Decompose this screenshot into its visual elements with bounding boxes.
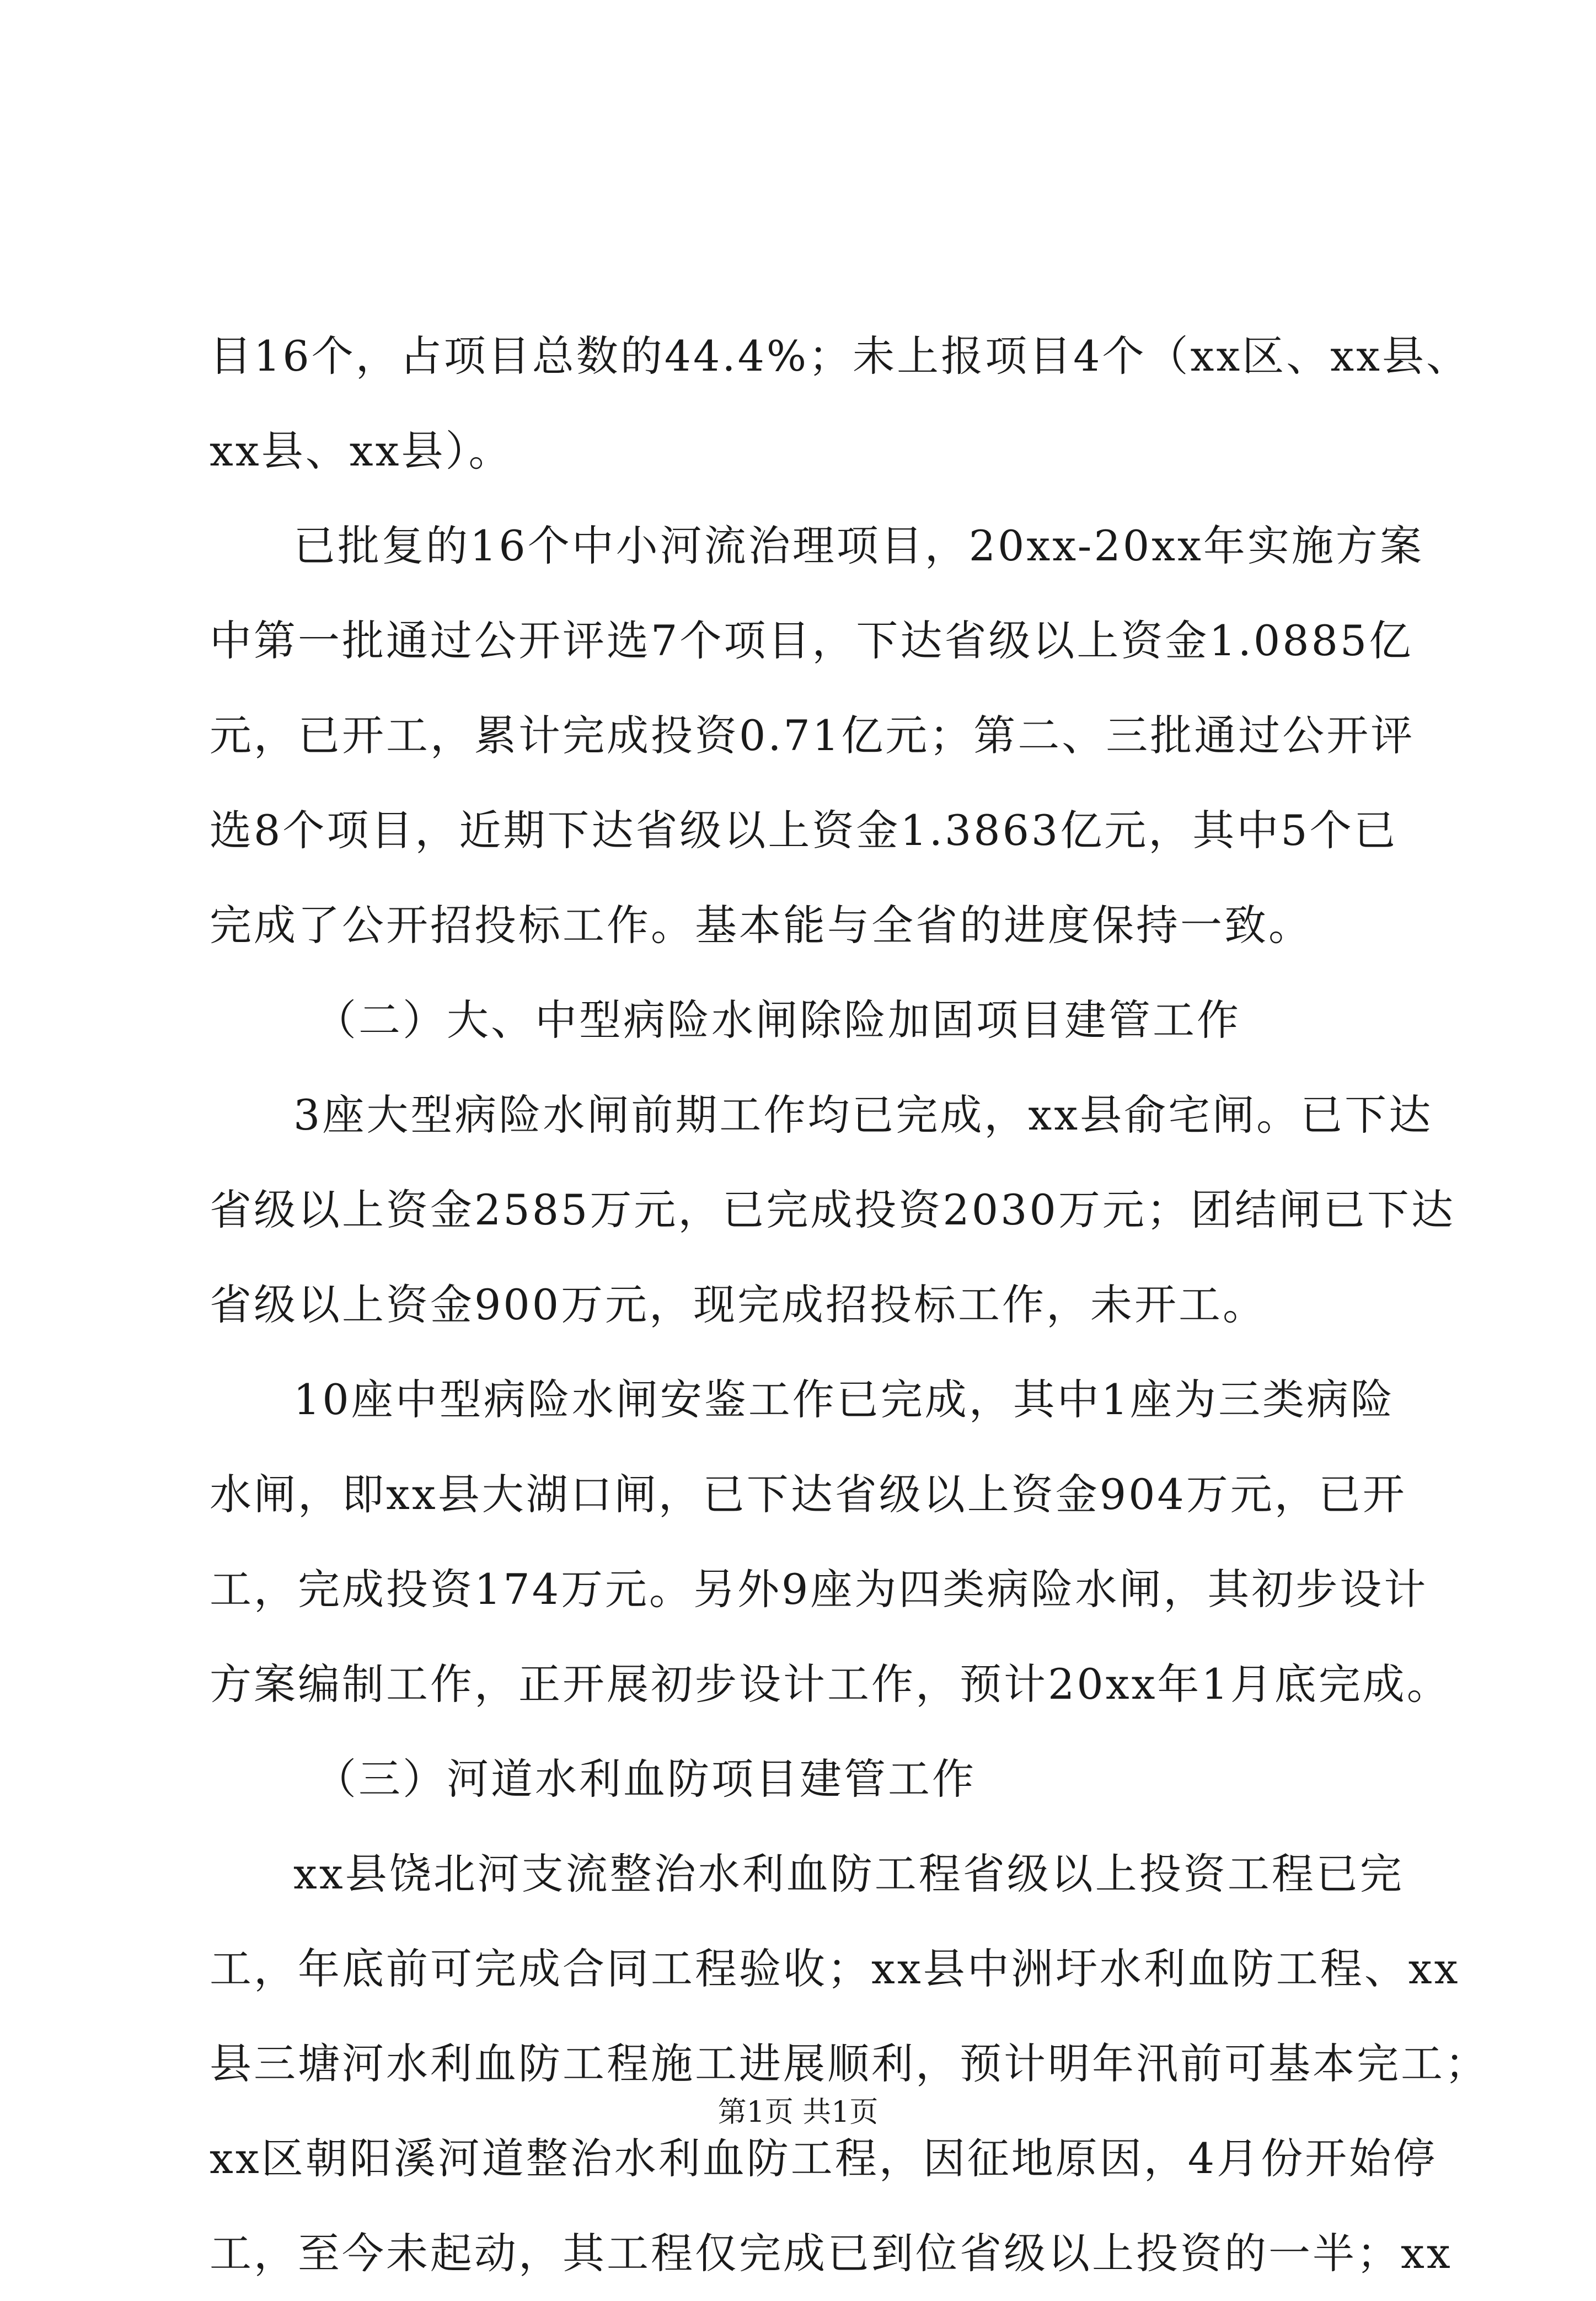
text-line: 选8个项目，近期下达省级以上资金1.3863亿元，其中5个已 (210, 806, 1398, 855)
page-footer: 第1页 共1页 (717, 2096, 879, 2129)
text-line: 目16个，占项目总数的44.4%；未上报项目4个（xx区、xx县、 (210, 331, 1470, 381)
text-line: 工，至今未起动，其工程仅完成已到位省级以上投资的一半；xx (210, 2229, 1453, 2278)
text-line: 10座中型病险水闸安鉴工作已完成，其中1座为三类病险 (293, 1375, 1395, 1424)
text-line: xx县饶北河支流整治水利血防工程省级以上投资工程已完 (293, 1849, 1404, 1898)
text-line: 省级以上资金2585万元，已完成投资2030万元；团结闸已下达 (210, 1185, 1455, 1234)
text-line: xx区朝阳溪河道整治水利血防工程，因征地原因，4月份开始停 (210, 2134, 1438, 2183)
text-line: 完成了公开招投标工作。基本能与全省的进度保持一致。 (210, 901, 1313, 950)
text-line: 水闸，即xx县大湖口闸，已下达省级以上资金904万元，已开 (210, 1470, 1407, 1519)
text-line: 方案编制工作，正开展初步设计工作，预计20xx年1月底完成。 (210, 1660, 1451, 1709)
document-body (210, 309, 1489, 2301)
text-line: 中第一批通过公开评选7个项目，下达省级以上资金1.0885亿 (210, 616, 1413, 665)
text-line: 3座大型病险水闸前期工作均已完成，xx县俞宅闸。已下达 (293, 1090, 1433, 1139)
text-line: 省级以上资金900万元，现完成招投标工作，未开工。 (210, 1280, 1267, 1329)
text-line: 工，年底前可完成合同工程验收；xx县中洲圩水利血防工程、xx (210, 1944, 1460, 1993)
text-line: 工，完成投资174万元。另外9座为四类病险水闸，其初步设计 (210, 1565, 1428, 1614)
text-line: xx县、xx县）。 (210, 426, 513, 475)
text-line: 已批复的16个中小河流治理项目，20xx-20xx年实施方案 (293, 521, 1424, 570)
text-line: 元，已开工，累计完成投资0.71亿元；第二、三批通过公开评 (210, 711, 1415, 760)
section-heading: （二）大、中型病险水闸除险加固项目建管工作 (314, 996, 1241, 1045)
section-heading: （三）河道水利血防项目建管工作 (314, 1754, 976, 1804)
text-line: 县三塘河水利血防工程施工进展顺利，预计明年汛前可基本完工； (210, 2039, 1489, 2088)
